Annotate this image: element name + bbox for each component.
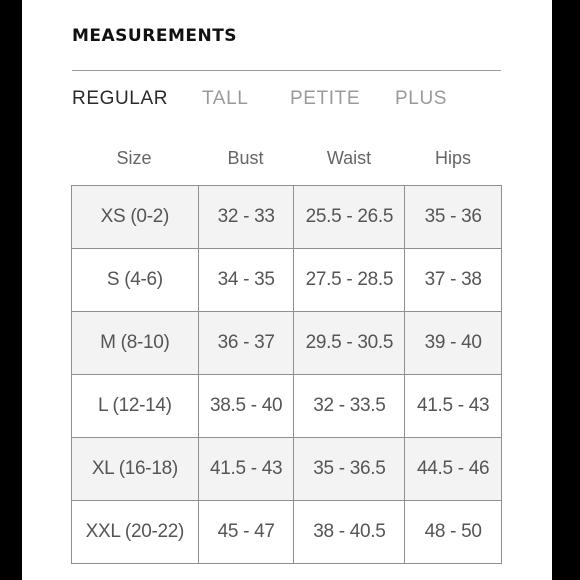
size-chart-table — [71, 145, 502, 564]
size-cell: XS (0-2) — [72, 186, 199, 248]
size-cell: XXL (20-22) — [72, 501, 199, 563]
bust-cell: 36 - 37 — [199, 312, 295, 374]
hips-cell: 44.5 - 46 — [405, 438, 502, 500]
measurements-panel — [22, 0, 552, 580]
table-row — [72, 312, 502, 375]
hips-cell: 39 - 40 — [405, 312, 502, 374]
table-row — [72, 501, 502, 564]
table-row — [72, 249, 502, 312]
bust-cell: 41.5 - 43 — [199, 438, 295, 500]
table-header — [71, 145, 502, 185]
header-bust: Bust — [227, 148, 264, 168]
bust-cell: 45 - 47 — [199, 501, 295, 563]
size-cell: L (12-14) — [72, 375, 199, 437]
tab-tall[interactable]: TALL — [202, 88, 249, 109]
hips-cell: 48 - 50 — [405, 501, 502, 563]
header-hips: Hips — [434, 148, 471, 168]
hips-cell: 37 - 38 — [405, 249, 502, 311]
section-title: MEASUREMENTS — [72, 26, 238, 46]
waist-cell: 27.5 - 28.5 — [294, 249, 405, 311]
table-row — [72, 186, 502, 249]
tab-petite[interactable]: PETITE — [290, 88, 361, 109]
title-divider — [72, 70, 501, 71]
waist-cell: 38 - 40.5 — [294, 501, 405, 563]
size-cell: S (4-6) — [72, 249, 199, 311]
tab-regular[interactable]: REGULAR — [72, 88, 169, 109]
waist-cell: 35 - 36.5 — [294, 438, 405, 500]
bust-cell: 34 - 35 — [199, 249, 295, 311]
table-row — [72, 438, 502, 501]
bust-cell: 32 - 33 — [199, 186, 295, 248]
hips-cell: 35 - 36 — [405, 186, 502, 248]
header-size: Size — [116, 148, 152, 168]
hips-cell: 41.5 - 43 — [405, 375, 502, 437]
header-waist: Waist — [326, 148, 372, 168]
size-category-tabs — [72, 88, 512, 112]
waist-cell: 32 - 33.5 — [294, 375, 405, 437]
size-cell: M (8-10) — [72, 312, 199, 374]
bust-cell: 38.5 - 40 — [199, 375, 295, 437]
waist-cell: 25.5 - 26.5 — [294, 186, 405, 248]
waist-cell: 29.5 - 30.5 — [294, 312, 405, 374]
table-body — [71, 185, 502, 564]
size-cell: XL (16-18) — [72, 438, 199, 500]
table-row — [72, 375, 502, 438]
tab-plus[interactable]: PLUS — [395, 88, 448, 109]
